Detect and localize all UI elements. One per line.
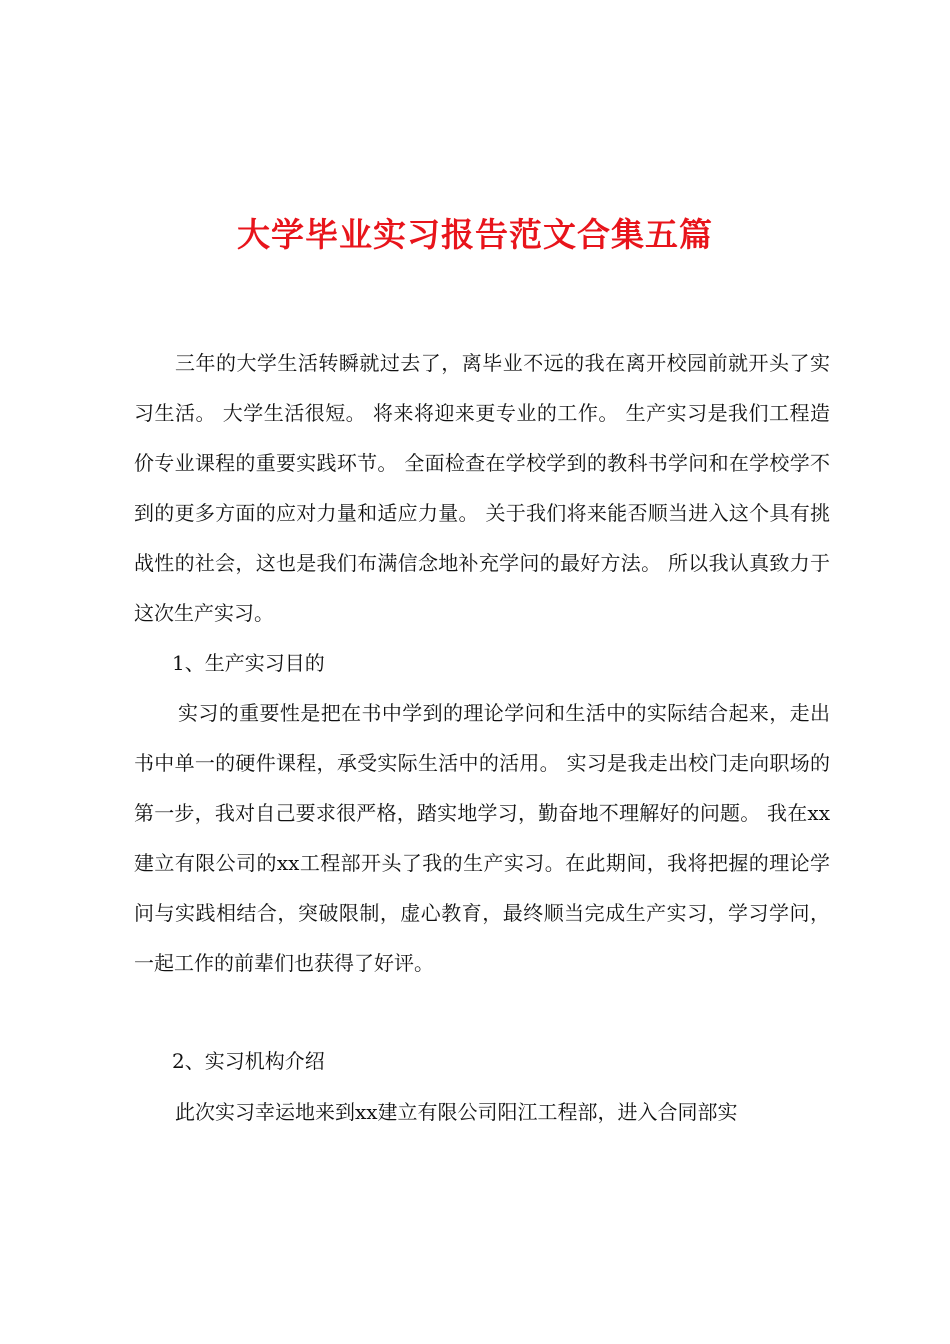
paragraph-intro: 三年的大学生活转瞬就过去了，离毕业不远的我在离开校园前就开头了实习生活。 大学生活很短。 将来将迎来更专业的工作。 生产实习是我们工程造价专业课程的重要实践环节。 全面检查在学校学到的教科书学问和在学校学不到的更多方面的应对力量和适应力量。 关于我们将来能否顺当进入这个具有挑战性的社会，这也是我们布满信念地补充学问的最好方法。 所以我认真致力于这次生产实习。 [134,351,830,625]
paragraph-organization: 此次实习幸运地来到xx建立有限公司阳江工程部，进入合同部实 [175,1100,738,1124]
document-title: 大学毕业实习报告范文合集五篇 [237,215,713,254]
section-heading-organization: 2、实习机构介绍 [172,1049,325,1073]
paragraph-purpose: 实习的重要性是把在书中学到的理论学问和生活中的实际结合起来，走出书中单一的硬件课程，承受实际生活中的活用。 实习是我走出校门走向职场的第一步，我对自己要求很严格，踏实地学习，勤奋地不理解好的问题。 我在xx建立有限公司的xx工程部开头了我的生产实习。在此期间，我将把握的理论学问与实践相结合，突破限制，虚心教育，最终顺当完成生产实习，学习学问，一起工作的前辈们也获得了好评。 [134,701,830,975]
section-heading-purpose: 1、生产实习目的 [172,651,325,675]
